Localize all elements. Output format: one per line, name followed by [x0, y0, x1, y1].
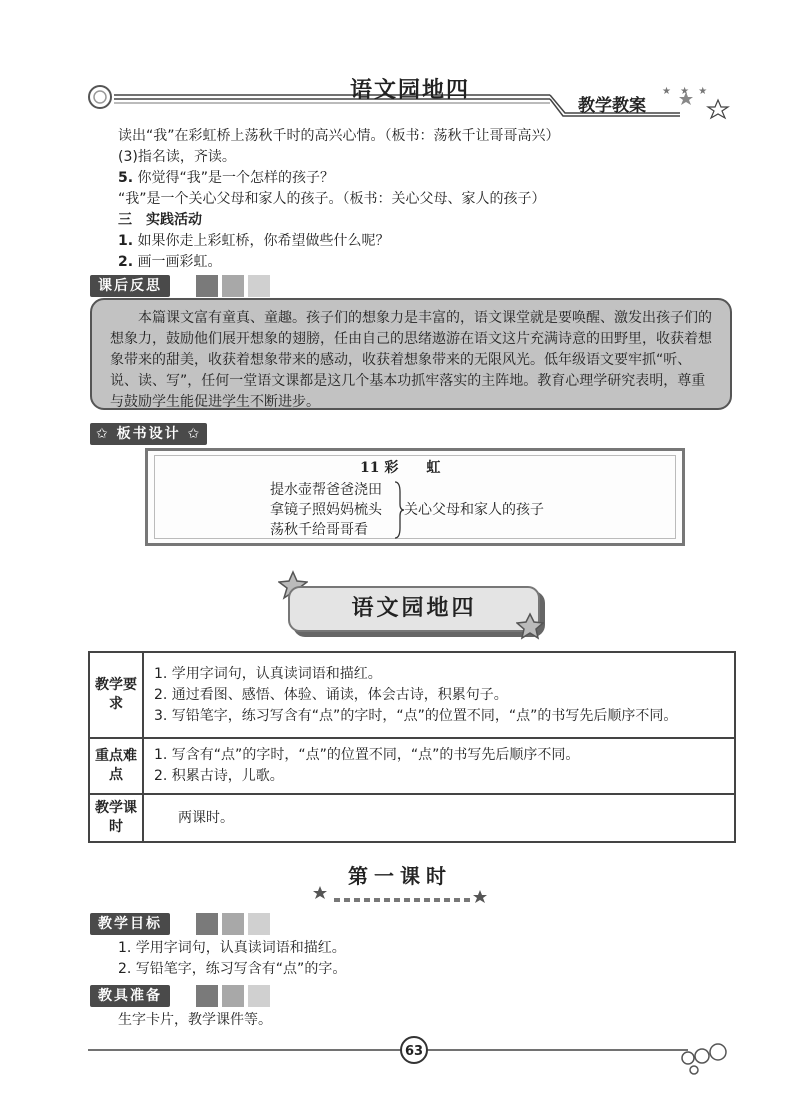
line-text: 你觉得“我”是一个怎样的孩子？ [137, 170, 335, 186]
label-square [196, 913, 218, 935]
text-line-4: “我”是一个关心父母和家人的孩子。（板书：关心父母、家人的孩子） [118, 191, 546, 207]
label-square [222, 985, 244, 1007]
lesson-heading: 第一课时 [348, 864, 452, 888]
label-square [248, 275, 270, 297]
reflection-label: 课后反思 [90, 275, 170, 297]
row-content [143, 738, 735, 794]
table-row [89, 652, 735, 738]
line-number: 1. [118, 233, 134, 249]
table-row [89, 794, 735, 842]
label-square [222, 275, 244, 297]
line-number: 5. [118, 170, 134, 186]
table-item: 两课时。 [178, 809, 234, 826]
header-dots: ★ ★ ★ [662, 86, 711, 97]
table-row [89, 738, 735, 794]
board-line: 荡秋千给哥哥看 [270, 522, 368, 538]
tools-text: 生字卡片，教学课件等。 [118, 1012, 272, 1028]
star-icon: ✩ [96, 426, 110, 442]
table-item: 1. 学用字词句，认真读词语和描红。 [154, 665, 382, 682]
label-square [196, 985, 218, 1007]
table-item: 2. 通过看图、感悟、体验、诵读，体会古诗，积累句子。 [154, 686, 508, 703]
text-line-1: 读出“我”在彩虹桥上荡秋千时的高兴心情。（板书：荡秋千让哥哥高兴） [118, 128, 560, 144]
star-icon: ✩ [187, 426, 202, 442]
reflection-box [90, 298, 732, 410]
board-line: 提水壶帮爸爸浇田 [270, 482, 382, 498]
row-content [143, 652, 735, 738]
line-text: 如果你走上彩虹桥，你希望做些什么呢？ [137, 233, 390, 249]
section-heading: 三 实践活动 [118, 212, 202, 228]
goal-item: 2. 写铅笔字，练习写含有“点”的字。 [118, 961, 347, 977]
label-square [248, 913, 270, 935]
header-title: 语文园地四 [349, 78, 470, 103]
goals-label: 教学目标 [90, 913, 170, 935]
reflection-text: 本篇课文富有童真、童趣。孩子们的想象力是丰富的，语文课堂就是要唤醒、激发出孩子们的想象力，鼓励他们展开想象的翅膀，任由自己的思绪遨游在语文这片充满诗意的田野里，收获着想象带来的甜美，收获着想象带来的感动，收获着想象带来的无限风光。低年级语文要牢抓“听、说、读、写”，任何一堂语文课都是这几个基本功抓牢落实的主阵地。教育心理学研究表明，尊重与鼓励学生能促进学生不断进步。 [110, 310, 712, 410]
header-right-label: 教学教案 [578, 96, 646, 116]
row-header: 重点难点 [89, 738, 143, 794]
line-number: 2. [118, 254, 134, 270]
board-label-text: 板书设计 [116, 426, 181, 442]
activity-2 [118, 252, 222, 272]
star-icon [516, 612, 544, 640]
goal-item: 1. 学用字词句，认真读词语和描红。 [118, 940, 346, 956]
table-item: 3. 写铅笔字，练习写含有“点”的字时，“点”的位置不同，“点”的书写先后顺序不同。 [154, 707, 678, 724]
label-square [248, 985, 270, 1007]
tools-label: 教具准备 [90, 985, 170, 1007]
board-label [90, 423, 207, 445]
label-square [196, 275, 218, 297]
line-text: 画一画彩虹。 [137, 254, 222, 270]
board-title: 11 彩 虹 [360, 460, 441, 476]
table-item: 1. 写含有“点”的字时，“点”的位置不同，“点”的书写先后顺序不同。 [154, 747, 580, 763]
board-line: 拿镜子照妈妈梳头 [270, 502, 382, 518]
lesson-decoration [312, 880, 492, 910]
board-summary: 关心父母和家人的孩子 [404, 502, 544, 518]
row-content [143, 794, 735, 842]
page-number: 63 [400, 1036, 428, 1064]
activity-1 [118, 231, 390, 251]
table-item: 2. 积累古诗，儿歌。 [154, 768, 284, 784]
text-line-2: (3)指名读，齐读。 [118, 149, 236, 165]
text-line-3 [118, 168, 334, 188]
row-header: 教学要求 [89, 652, 143, 738]
label-square [222, 913, 244, 935]
requirements-table [88, 651, 736, 843]
section-banner: 语文园地四 [288, 586, 540, 632]
row-header: 教学课时 [89, 794, 143, 842]
